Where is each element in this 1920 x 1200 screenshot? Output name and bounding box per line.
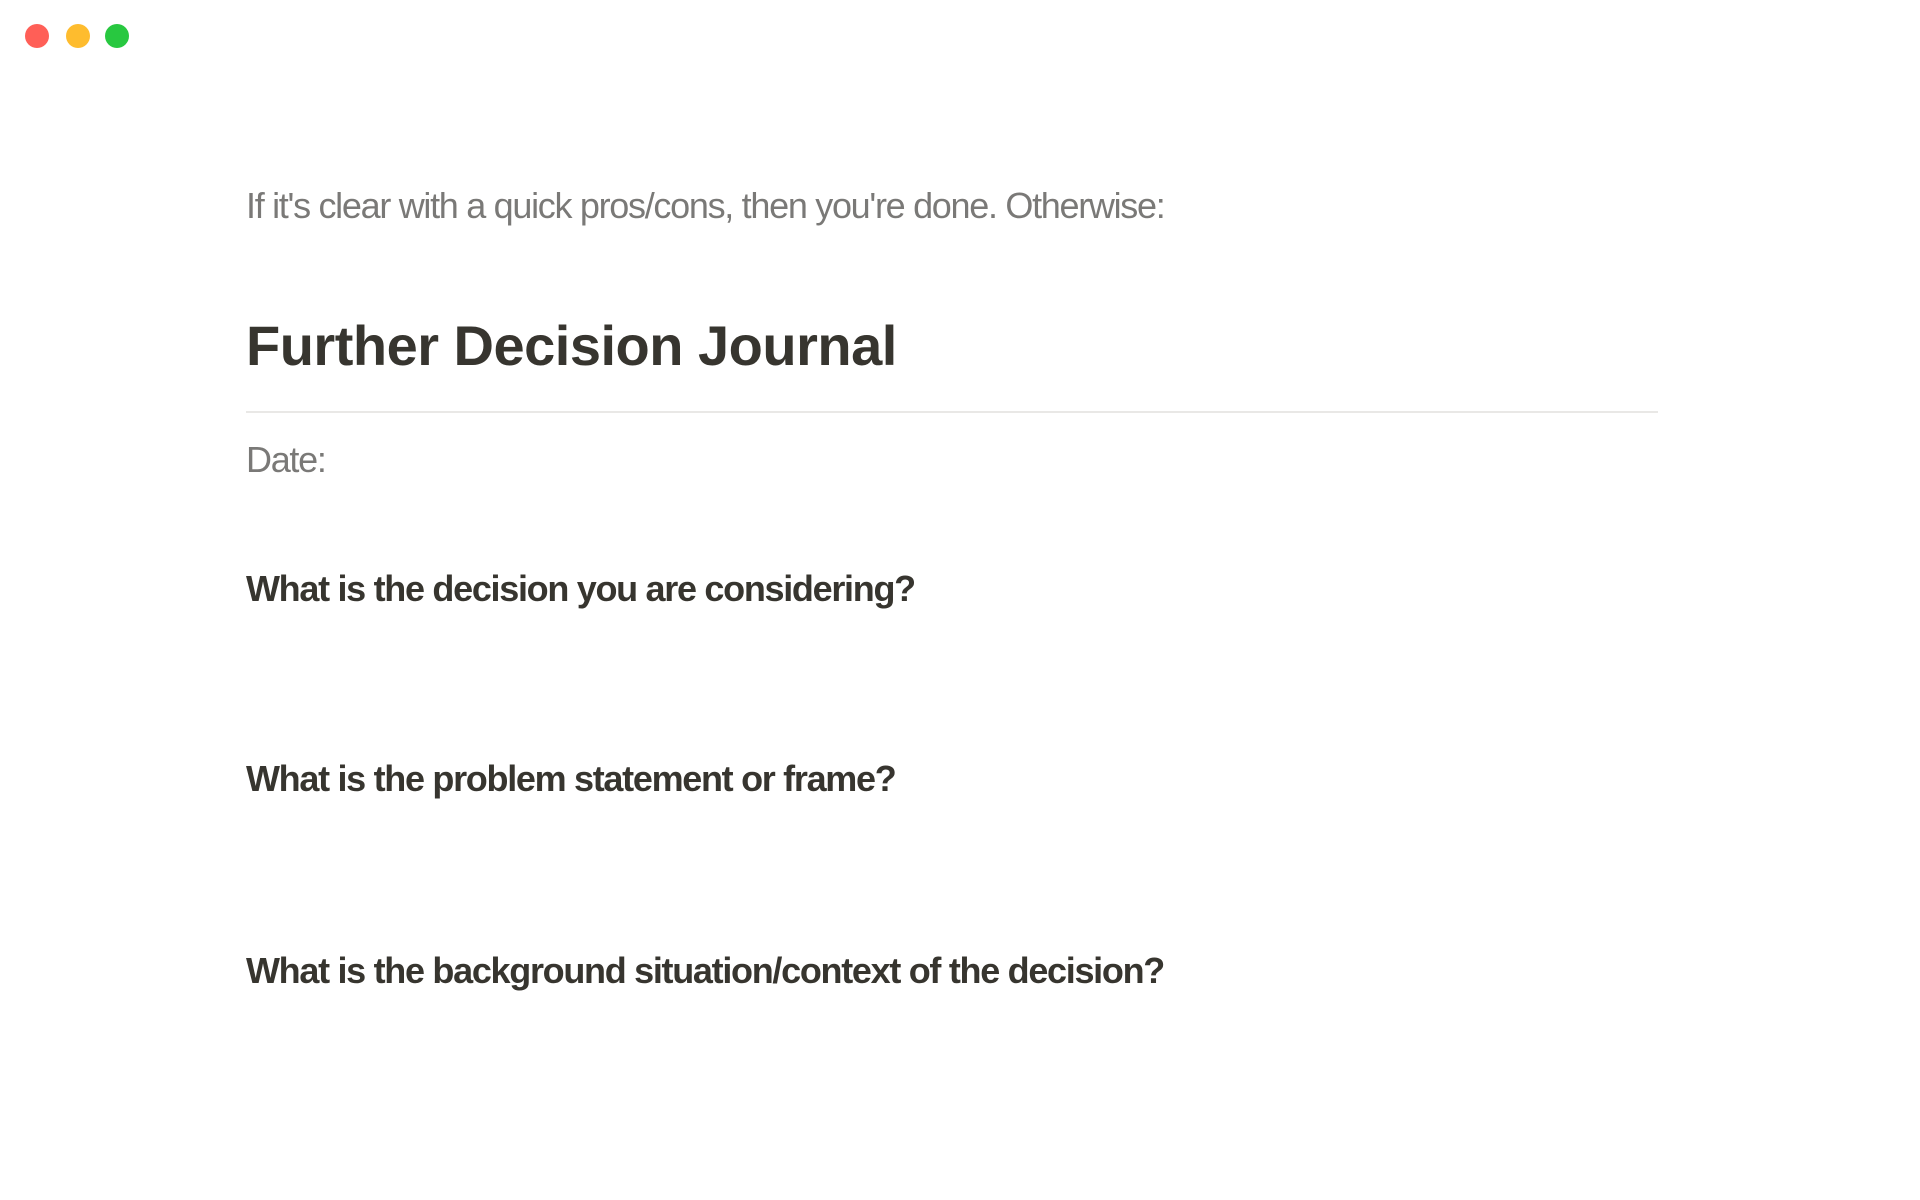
question-problem-statement[interactable]: What is the problem statement or frame? [246,758,896,799]
question-decision-considering[interactable]: What is the decision you are considering? [246,568,915,609]
date-label[interactable]: Date: [246,439,326,480]
divider [246,411,1658,413]
page-title[interactable]: Further Decision Journal [246,314,897,377]
question-background-context[interactable]: What is the background situation/context of the decision? [246,950,1164,991]
intro-text[interactable]: If it's clear with a quick pros/cons, then you're done. Otherwise: [246,185,1165,226]
